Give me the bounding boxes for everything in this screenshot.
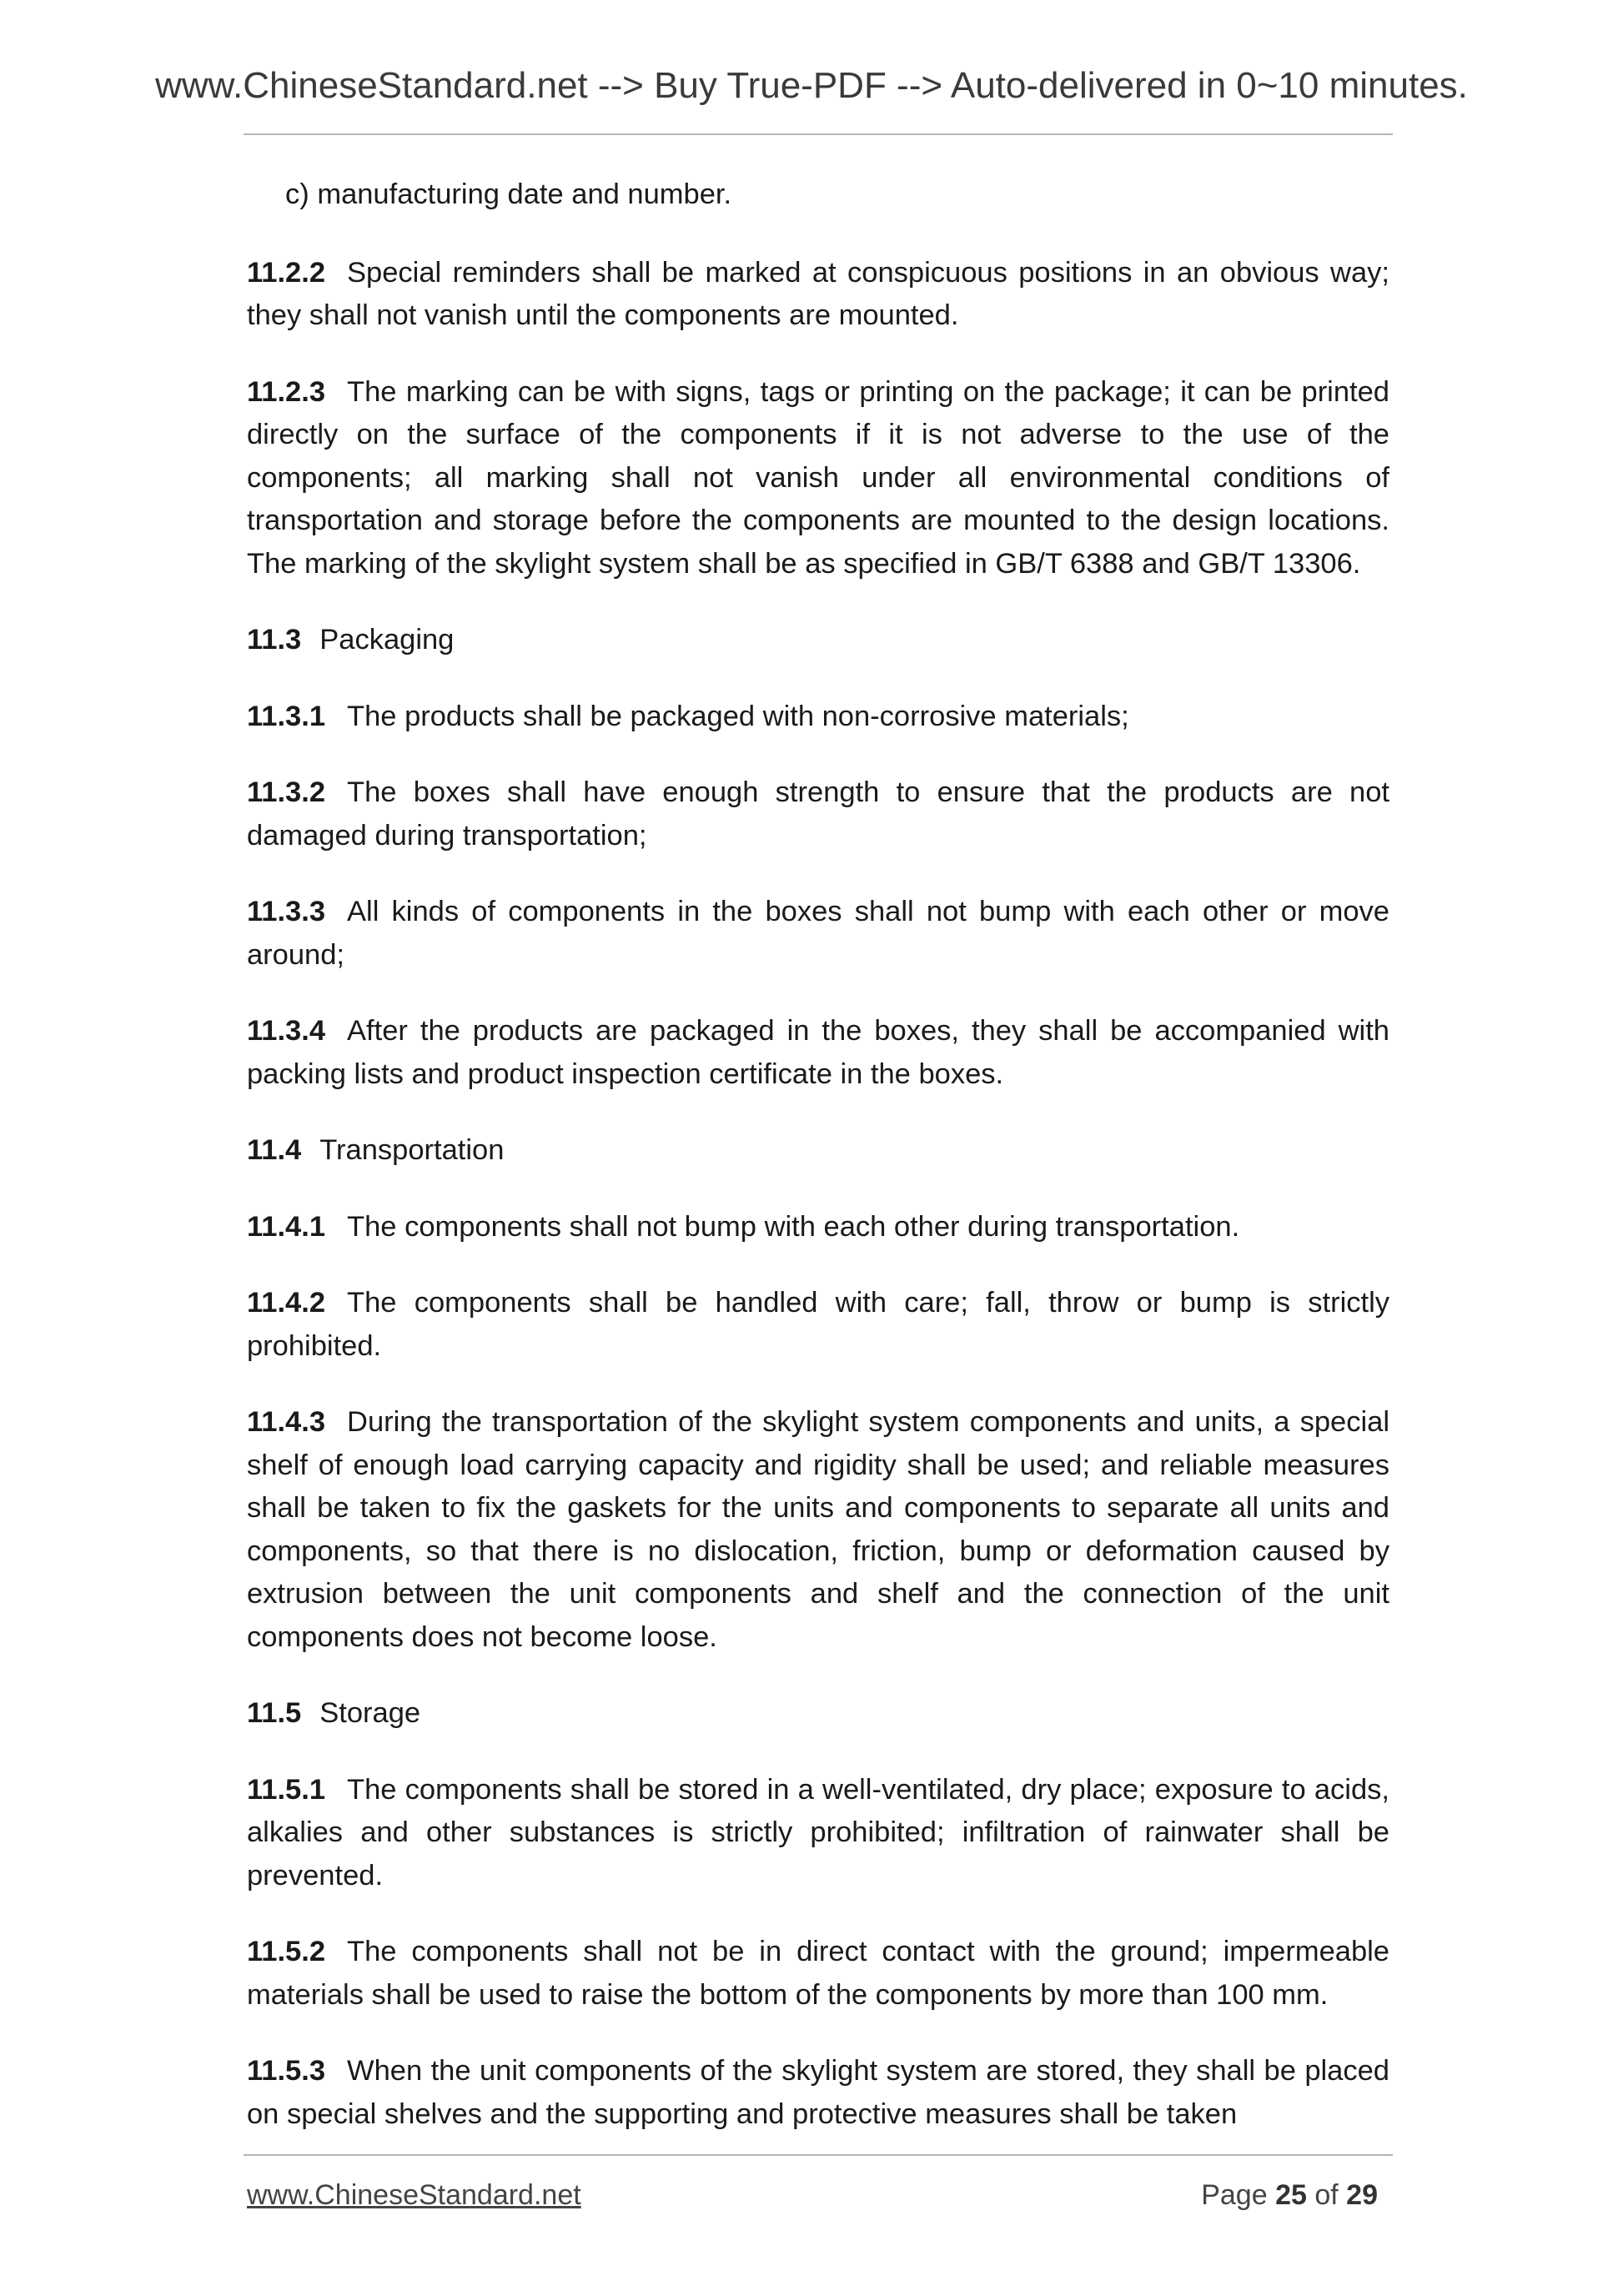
clause-number: 11.3.4	[247, 1015, 326, 1047]
clause-11-3-4	[247, 1010, 1389, 1096]
clause-number: 11.4.2	[247, 1287, 326, 1319]
section-number: 11.4	[247, 1134, 302, 1166]
clause-number: 11.2.3	[247, 375, 326, 408]
section-number: 11.5	[247, 1697, 302, 1729]
clause-number: 11.5.2	[247, 1936, 326, 1967]
section-title: Storage	[319, 1697, 421, 1729]
section-title: Packaging	[319, 624, 455, 656]
clause-11-5-2	[247, 1931, 1389, 2017]
section-number: 11.3	[247, 624, 302, 656]
header-banner: www.ChineseStandard.net --> Buy True-PDF --> Auto-delivered in 0~10 minutes.	[155, 65, 1468, 106]
clause-text: The marking can be with signs, tags or printing on the package; it can be printed directly on the surface of the components if it is not adverse to the use of the components; all marking shall not vanish under all environmental conditions of transportation and storage before the components are mounted to the design locations. The marking of the skylight system shall be as specified in GB/T 6388 and GB/T 13306.	[247, 375, 1389, 580]
clause-text: During the transportation of the skylight system components and units, a special shelf of enough load carrying capacity and rigidity shall be used; and reliable measures shall be taken to fix the gaskets for the units and components to separate all units and components, so that there is no dislocation, friction, bump or deformation caused by extrusion between the unit components and shelf and the connection of the unit components does not become loose.	[247, 1406, 1389, 1653]
clause-number: 11.2.2	[247, 256, 326, 289]
section-11-5	[247, 1692, 1389, 1736]
clause-11-4-3	[247, 1401, 1389, 1659]
clause-text: The components shall not bump with each other during transportation.	[347, 1210, 1240, 1243]
clause-text: The components shall be handled with care; fall, throw or bump is strictly prohibited.	[247, 1287, 1389, 1362]
clause-11-3-3	[247, 891, 1389, 977]
page-number	[1201, 2179, 1378, 2212]
clause-text: The components shall not be in direct contact with the ground; impermeable materials shall be used to raise the bottom of the components by more than 100 mm.	[247, 1936, 1389, 2011]
clause-11-5-3	[247, 2050, 1389, 2136]
clause-text: When the unit components of the skylight system are stored, they shall be placed on special shelves and the supporting and protective measures shall be taken	[247, 2055, 1389, 2130]
header-divider	[244, 133, 1393, 135]
clause-number: 11.4.3	[247, 1406, 326, 1438]
clause-11-2-2	[247, 252, 1389, 338]
clause-number: 11.3.3	[247, 896, 326, 927]
clause-text: The components shall be stored in a well-ventilated, dry place; exposure to acids, alkalies and other substances is strictly prohibited; infiltration of rainwater shall be prevented.	[247, 1773, 1389, 1892]
clause-number: 11.5.1	[247, 1773, 326, 1806]
footer-website-link[interactable]: www.ChineseStandard.net	[247, 2179, 581, 2211]
clause-11-3-2	[247, 771, 1389, 857]
clause-11-4-1	[247, 1206, 1389, 1249]
list-item-c: c) manufacturing date and number.	[285, 178, 732, 210]
clause-number: 11.4.1	[247, 1210, 326, 1243]
section-11-4	[247, 1129, 1389, 1173]
page-of: of	[1314, 2179, 1339, 2211]
clause-11-5-1	[247, 1769, 1389, 1898]
page-content	[247, 173, 1389, 2136]
clause-text: Special reminders shall be marked at conspicuous positions in an obvious way; they shall not vanish until the components are mounted.	[247, 256, 1389, 331]
page-total: 29	[1346, 2179, 1378, 2211]
footer-divider	[244, 2154, 1393, 2156]
clause-number: 11.5.3	[247, 2055, 326, 2087]
page-current: 25	[1275, 2179, 1307, 2211]
clause-11-4-2	[247, 1282, 1389, 1368]
clause-text: After the products are packaged in the boxes, they shall be accompanied with packing lists and product inspection certificate in the boxes.	[247, 1015, 1389, 1090]
clause-text: The products shall be packaged with non-corrosive materials;	[347, 700, 1129, 732]
clause-11-2-3	[247, 371, 1389, 586]
section-11-3	[247, 619, 1389, 662]
page-label: Page	[1201, 2179, 1268, 2211]
section-title: Transportation	[319, 1134, 505, 1166]
clause-text: All kinds of components in the boxes shall not bump with each other or move around;	[247, 896, 1389, 971]
clause-11-3-1	[247, 696, 1389, 739]
clause-number: 11.3.2	[247, 776, 326, 808]
clause-number: 11.3.1	[247, 700, 326, 732]
clause-text: The boxes shall have enough strength to ensure that the products are not damaged during transportation;	[247, 776, 1389, 852]
